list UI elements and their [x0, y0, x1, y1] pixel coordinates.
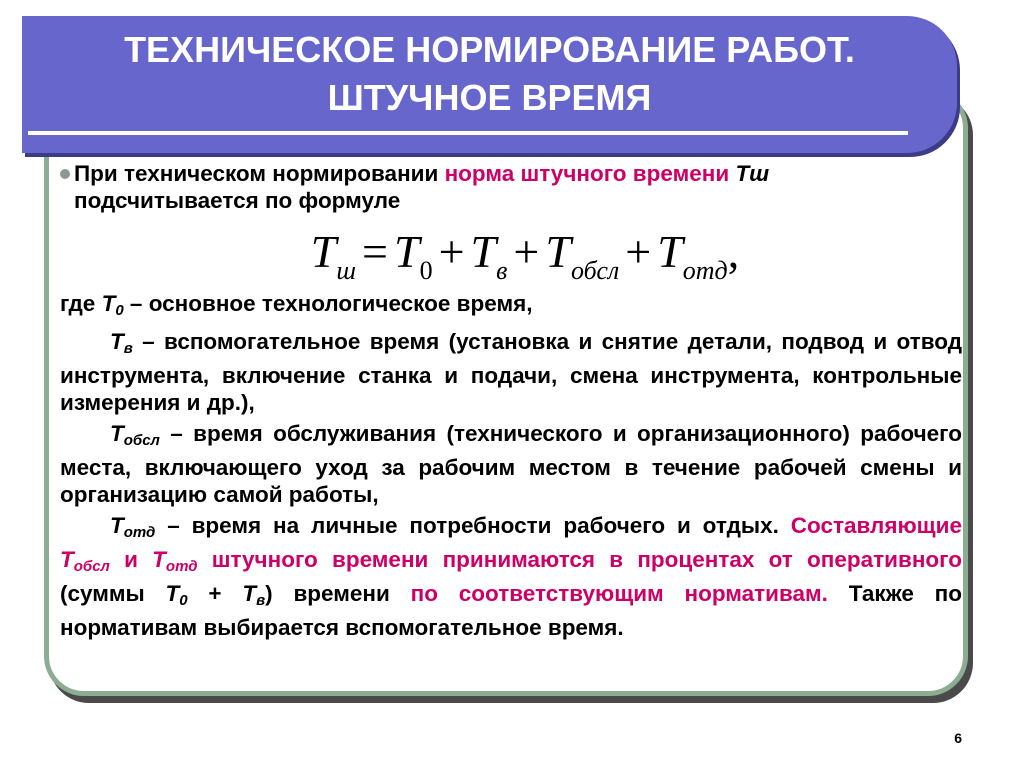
title-line-2: ШТУЧНОЕ ВРЕМЯ: [327, 77, 652, 118]
hl-totd-sub: отд: [165, 558, 198, 575]
def-totd: [60, 512, 962, 641]
where-label: где: [60, 291, 96, 316]
formula-eq: =: [362, 226, 388, 277]
totd-sub: отд: [123, 524, 156, 541]
formula-sub-sh: ш: [336, 256, 357, 285]
intro-text-after: подсчитывается по формуле: [74, 188, 401, 213]
sum-tv-symbol: Т: [242, 581, 257, 606]
tail-text: Также по нормативам выбирается вспомогательное время.: [60, 581, 962, 640]
sum-t0-symbol: Т: [165, 581, 180, 606]
formula: [60, 220, 962, 284]
tobsl-sub: обсл: [123, 432, 160, 449]
formula-t: T: [393, 226, 420, 277]
def-tobsl: [60, 420, 962, 508]
formula-t: T: [310, 226, 337, 277]
hl-tobsl-symbol: Т: [60, 547, 74, 572]
totd-symbol: Т: [110, 513, 124, 538]
formula-plus: +: [438, 226, 465, 277]
formula-t: T: [657, 226, 683, 277]
hl-and: и: [109, 547, 153, 572]
t0-text: – основное технологическое время,: [123, 291, 533, 316]
tobsl-text: – время обслуживания (технического и организационного) рабочего места, включающего уход за рабочим местом в течение рабочей смены и организацию самой работы,: [60, 421, 962, 507]
intro-paragraph: [60, 160, 962, 214]
bullet-icon: [60, 169, 70, 179]
intro-text: При техническом нормировании: [74, 161, 445, 186]
formula-t: T: [470, 226, 497, 277]
formula-plus: +: [625, 226, 652, 277]
formula-plus: +: [513, 226, 540, 277]
def-tv: [60, 328, 962, 416]
components-highlight: Составляющие: [790, 513, 962, 538]
formula-sub-obsl: обсл: [570, 256, 620, 285]
tv-sub: в: [123, 340, 133, 357]
intro-symbol: Тш: [735, 161, 770, 186]
sum-tv-sub: в: [256, 592, 266, 609]
formula-t: T: [545, 226, 571, 277]
totd-text: – время на личные потребности рабочего и отдых.: [155, 513, 791, 538]
slide-body: [60, 160, 962, 641]
t0-sub: 0: [115, 302, 124, 319]
sum-open: (суммы: [60, 581, 166, 606]
hl-tobsl-sub: обсл: [73, 558, 110, 575]
tv-text: – вспомогательное время (установка и снятие детали, подвод и отвод инструмента, включение станка и подачи, смена инструмента, контрольные измерения и др.),: [60, 329, 962, 415]
tv-symbol: Т: [110, 329, 124, 354]
t0-symbol: Т: [101, 291, 116, 316]
formula-comma: ,: [727, 226, 740, 277]
tobsl-symbol: Т: [110, 421, 124, 446]
def-t0: [60, 290, 962, 324]
formula-sub-v: в: [496, 256, 508, 285]
norms-highlight: по соответствующим нормативам.: [410, 581, 828, 606]
title-underline: [28, 131, 908, 135]
title-line-1: ТЕХНИЧЕСКОЕ НОРМИРОВАНИЕ РАБОТ.: [124, 29, 855, 70]
page-number: 6: [954, 730, 962, 746]
sum-plus: +: [187, 581, 243, 606]
sum-t0-sub: 0: [179, 592, 188, 609]
formula-sub-otd: отд: [682, 256, 728, 285]
hl-totd-symbol: Т: [152, 547, 166, 572]
sum-close: ) времени: [265, 581, 411, 606]
percent-highlight: штучного времени принимаются в процентах от оперативного: [197, 547, 962, 572]
slide-title: [22, 26, 957, 122]
intro-highlight: норма штучного времени: [444, 161, 730, 186]
formula-sub-0: 0: [419, 256, 433, 285]
